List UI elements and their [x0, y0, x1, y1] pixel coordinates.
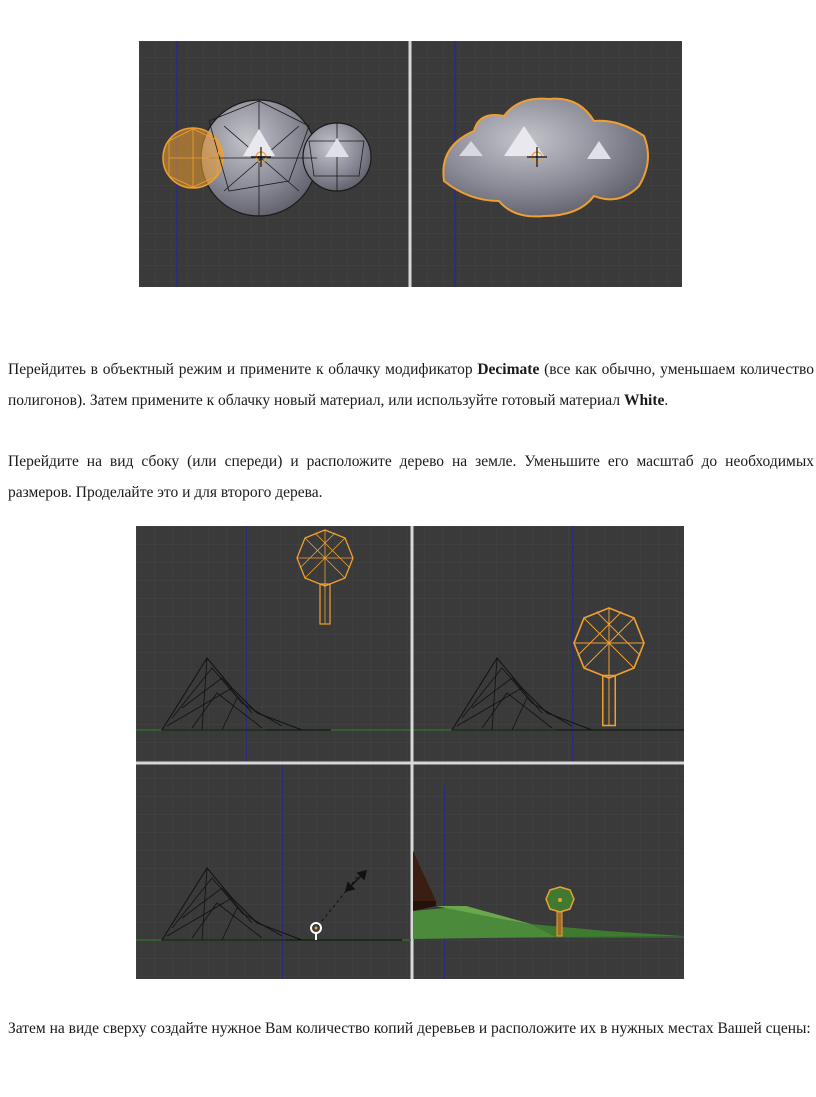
modifier-name: Decimate: [477, 361, 540, 378]
paragraph-text: Перейдитеь в объектный режим и примените к облачку модификатор: [8, 361, 478, 378]
figure-tree-viewports: [136, 526, 684, 979]
paragraph-decimate: [8, 354, 814, 416]
cloud-viewports-svg: [139, 41, 682, 287]
tree-viewports-svg: [136, 526, 684, 979]
paragraph-text: .: [664, 392, 669, 409]
figure-cloud-viewports: [139, 41, 682, 287]
paragraph-tree-placement: Перейдите на вид сбоку (или спереди) и расположите дерево на земле. Уменьшите его масштаб до необходимых размеров. Проделайте это и для второго дерева.: [8, 453, 814, 501]
paragraph-text: (все как обычно, уменьшаем количество полигонов). Затем примените к облачку новый материал, или используйте готовый материал: [8, 361, 814, 409]
material-name: White: [623, 392, 665, 409]
paragraph-top-view-copies: Затем на виде сверху создайте нужное Вам количество копий деревьев и расположите их в нужных местах Вашей сцены:: [8, 1020, 811, 1037]
